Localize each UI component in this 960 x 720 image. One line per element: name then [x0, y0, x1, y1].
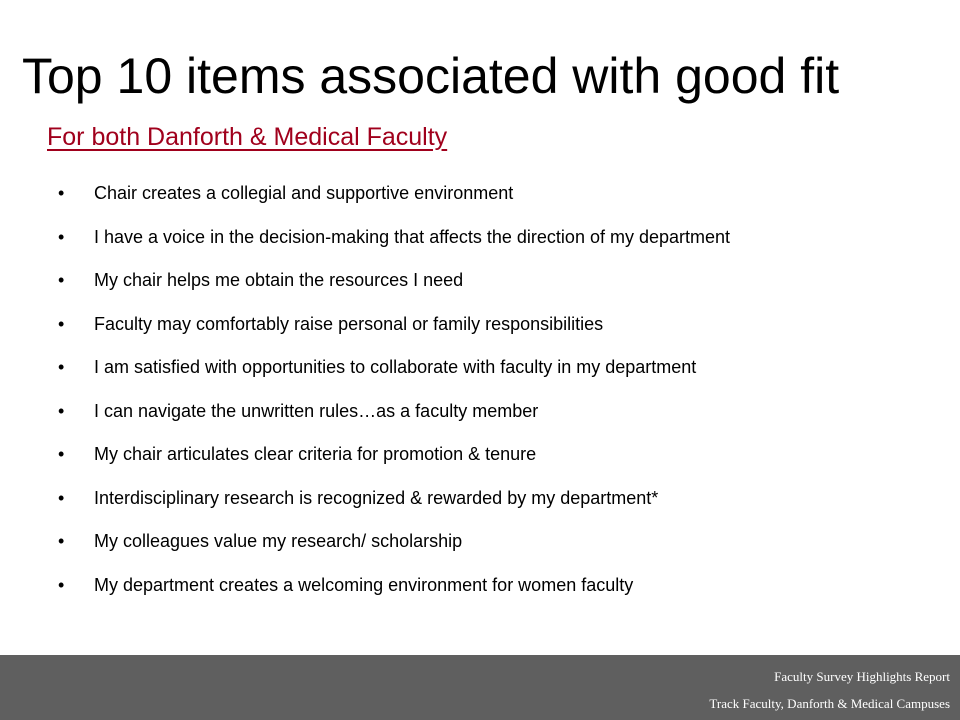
bullet-item: [58, 259, 730, 303]
bullet-marker: •: [58, 357, 65, 378]
bullet-marker: •: [58, 487, 65, 508]
bullet-item: [58, 520, 730, 564]
bullet-marker: •: [58, 226, 65, 247]
bullet-marker: •: [58, 444, 65, 465]
bullet-text: My chair articulates clear criteria for promotion & tenure: [94, 444, 537, 465]
bullet-item: [58, 346, 730, 390]
bullet-item: [58, 433, 730, 477]
footer-bar: [0, 655, 960, 720]
bullet-text: I have a voice in the decision-making that affects the direction of my department: [94, 226, 731, 247]
footer-report-title: Faculty Survey Highlights Report: [774, 669, 950, 684]
bullet-item: [58, 172, 730, 216]
bullet-marker: •: [58, 531, 65, 552]
bullet-item: [58, 564, 730, 608]
footer-report-subtitle: Track Faculty, Danforth & Medical Campuses: [709, 696, 950, 711]
bullet-text: Chair creates a collegial and supportive environment: [94, 183, 514, 204]
bullet-marker: •: [58, 270, 65, 291]
bullet-marker: •: [58, 400, 65, 421]
bullet-text: My colleagues value my research/ scholarship: [94, 531, 463, 552]
bullet-marker: •: [58, 183, 65, 204]
bullet-item: [58, 477, 730, 521]
bullet-text: Faculty may comfortably raise personal or family responsibilities: [94, 313, 604, 334]
bullet-item: [58, 216, 730, 260]
bullet-marker: •: [58, 574, 65, 595]
bullet-text: I am satisfied with opportunities to collaborate with faculty in my department: [94, 357, 697, 378]
bullet-text: My department creates a welcoming environment for women faculty: [94, 574, 634, 595]
slide-title: Top 10 items associated with good fit: [22, 48, 840, 104]
bullet-text: Interdisciplinary research is recognized & rewarded by my department*: [94, 487, 659, 508]
bullet-item: [58, 303, 730, 347]
bullet-list: [58, 172, 730, 607]
slide-subtitle: For both Danforth & Medical Faculty: [47, 123, 448, 151]
bullet-item: [58, 390, 730, 434]
bullet-text: My chair helps me obtain the resources I need: [94, 270, 464, 291]
bullet-text: I can navigate the unwritten rules…as a faculty member: [94, 400, 539, 421]
bullet-marker: •: [58, 313, 65, 334]
